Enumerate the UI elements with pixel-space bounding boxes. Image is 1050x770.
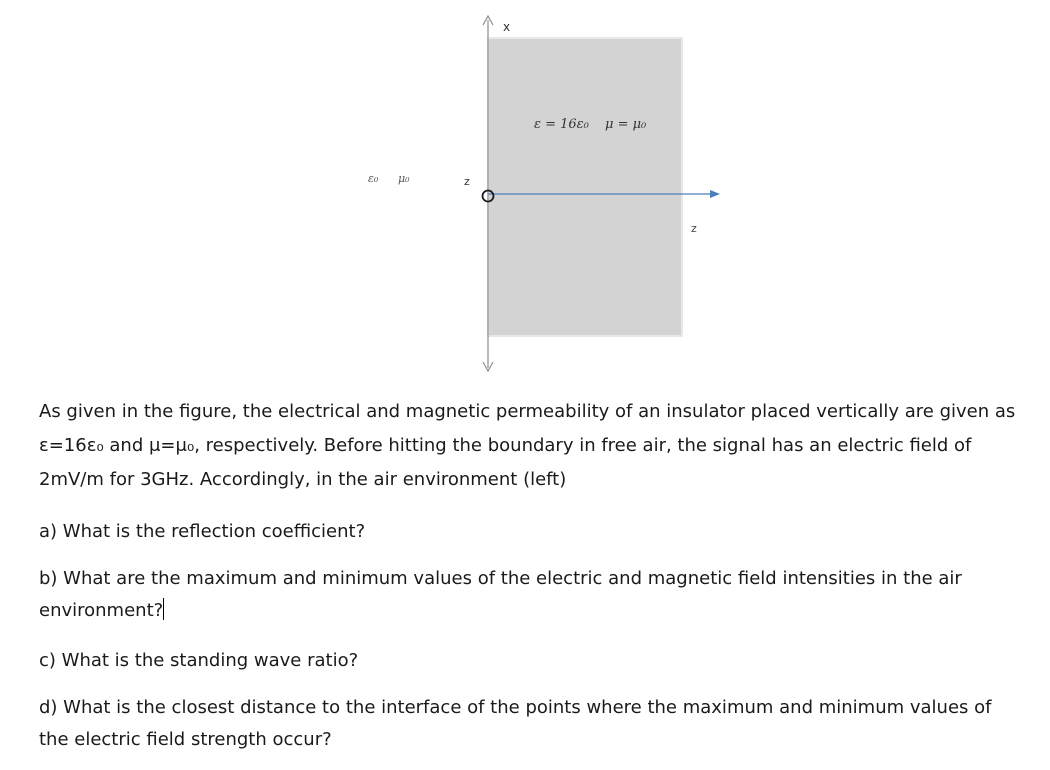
question-b xyxy=(39,563,1024,627)
epsilon-expression: ε=16ε₀ xyxy=(39,435,104,456)
air-mu-label: μ₀ xyxy=(398,172,410,185)
medium-mu-label: μ = μ₀ xyxy=(605,117,647,132)
z-axis-arrow xyxy=(710,190,720,198)
problem-intro xyxy=(39,395,1024,497)
question-c: c) What is the standing wave ratio? xyxy=(39,650,359,671)
mu-expression: μ=μ₀ xyxy=(148,435,195,456)
intro-text-part2: , respectively. Before hitting the boundary in free air, the signal has an electric field of 2mV/m for 3GHz. Accordingly, in the air environment (left) xyxy=(39,435,972,490)
question-b-text: b) What are the maximum and minimum values of the electric and magnetic field intensities in the air environment? xyxy=(39,568,962,621)
text-cursor xyxy=(163,598,164,620)
x-axis-label: x xyxy=(503,20,511,34)
air-epsilon-label: ε₀ xyxy=(368,172,379,185)
and-word: and xyxy=(103,435,149,456)
figure-slab-diagram xyxy=(330,0,750,380)
medium-epsilon-label: ε = 16ε₀ xyxy=(534,117,589,132)
question-d: d) What is the closest distance to the interface of the points where the maximum and minimum values of the electric field strength occur? xyxy=(39,697,992,750)
intro-text-part1: As given in the figure, the electrical and magnetic permeability of an insulator placed vertically are given as xyxy=(39,401,1016,422)
z-axis-label-right: z xyxy=(691,222,697,235)
z-axis-label-left: z xyxy=(464,175,470,188)
question-a: a) What is the reflection coefficient? xyxy=(39,521,366,542)
dielectric-slab xyxy=(488,38,682,336)
